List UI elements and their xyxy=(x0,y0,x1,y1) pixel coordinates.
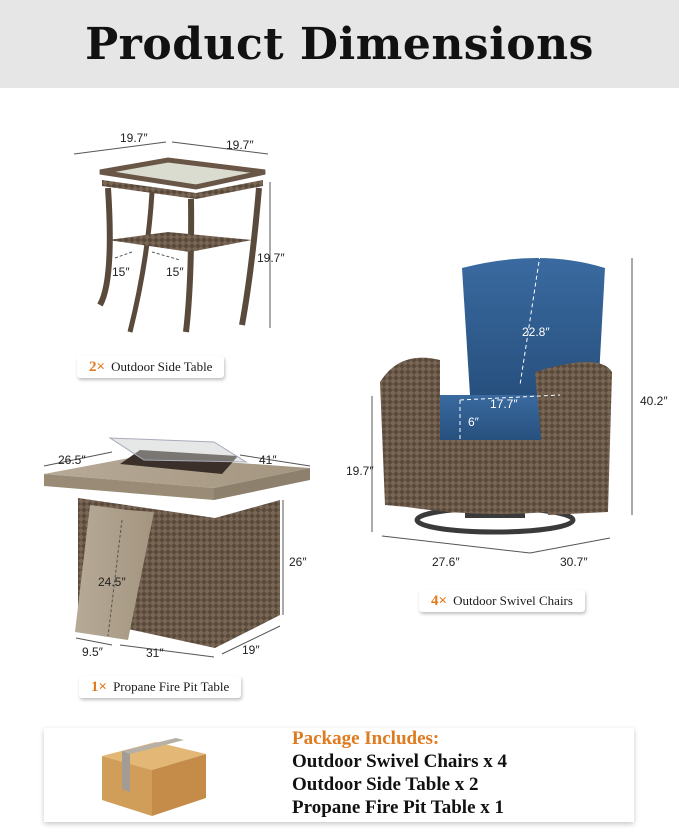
chair-cushion-thickness: 6″ xyxy=(468,415,479,429)
chair-name: Outdoor Swivel Chairs xyxy=(453,593,573,608)
side-table-depth: 19.7″ xyxy=(226,138,254,152)
fire-table-drawing xyxy=(44,438,310,648)
chair-label xyxy=(419,590,585,612)
side-table-shelf-depth: 15″ xyxy=(166,265,184,279)
chair-back-height: 22.8″ xyxy=(522,325,550,339)
side-table-label xyxy=(77,356,224,378)
cardboard-box-icon xyxy=(94,732,214,818)
package-item: Outdoor Swivel Chairs x 4 xyxy=(292,751,508,772)
swivel-chair-drawing xyxy=(380,258,612,532)
title-banner xyxy=(0,0,679,88)
chair-seat-depth: 17.7″ xyxy=(490,397,518,411)
chair-total-height: 40.2″ xyxy=(640,394,668,408)
page-title: Product Dimensions xyxy=(85,18,594,70)
fire-table-height: 26″ xyxy=(289,555,307,569)
side-table-qty: 2× xyxy=(89,358,106,375)
package-item: Propane Fire Pit Table x 1 xyxy=(292,797,504,818)
fire-table-lid-width: 9.5″ xyxy=(82,645,103,659)
fire-table-qty: 1× xyxy=(91,678,108,695)
fire-table-depth: 26.5″ xyxy=(58,453,86,467)
fire-table-label xyxy=(79,676,241,698)
fire-table-width: 41″ xyxy=(259,453,277,467)
product-illustration xyxy=(0,88,679,728)
chair-seat-height: 19.7″ xyxy=(346,464,374,478)
fire-table-base-width: 31″ xyxy=(146,646,164,660)
chair-depth: 30.7″ xyxy=(560,555,588,569)
fire-table-base-depth: 19″ xyxy=(242,643,260,657)
fire-table-lid-height: 24.5″ xyxy=(98,575,126,589)
side-table-drawing xyxy=(100,160,265,332)
package-panel xyxy=(44,728,634,822)
side-table-height: 19.7″ xyxy=(257,251,285,265)
fire-table-name: Propane Fire Pit Table xyxy=(113,679,230,694)
side-table-width: 19.7″ xyxy=(120,131,148,145)
chair-width: 27.6″ xyxy=(432,555,460,569)
side-table-name: Outdoor Side Table xyxy=(111,359,213,374)
package-title: Package Includes: xyxy=(292,728,440,749)
side-table-shelf-width: 15″ xyxy=(112,265,130,279)
package-item: Outdoor Side Table x 2 xyxy=(292,774,479,795)
chair-qty: 4× xyxy=(431,592,448,609)
package-list xyxy=(292,728,507,819)
